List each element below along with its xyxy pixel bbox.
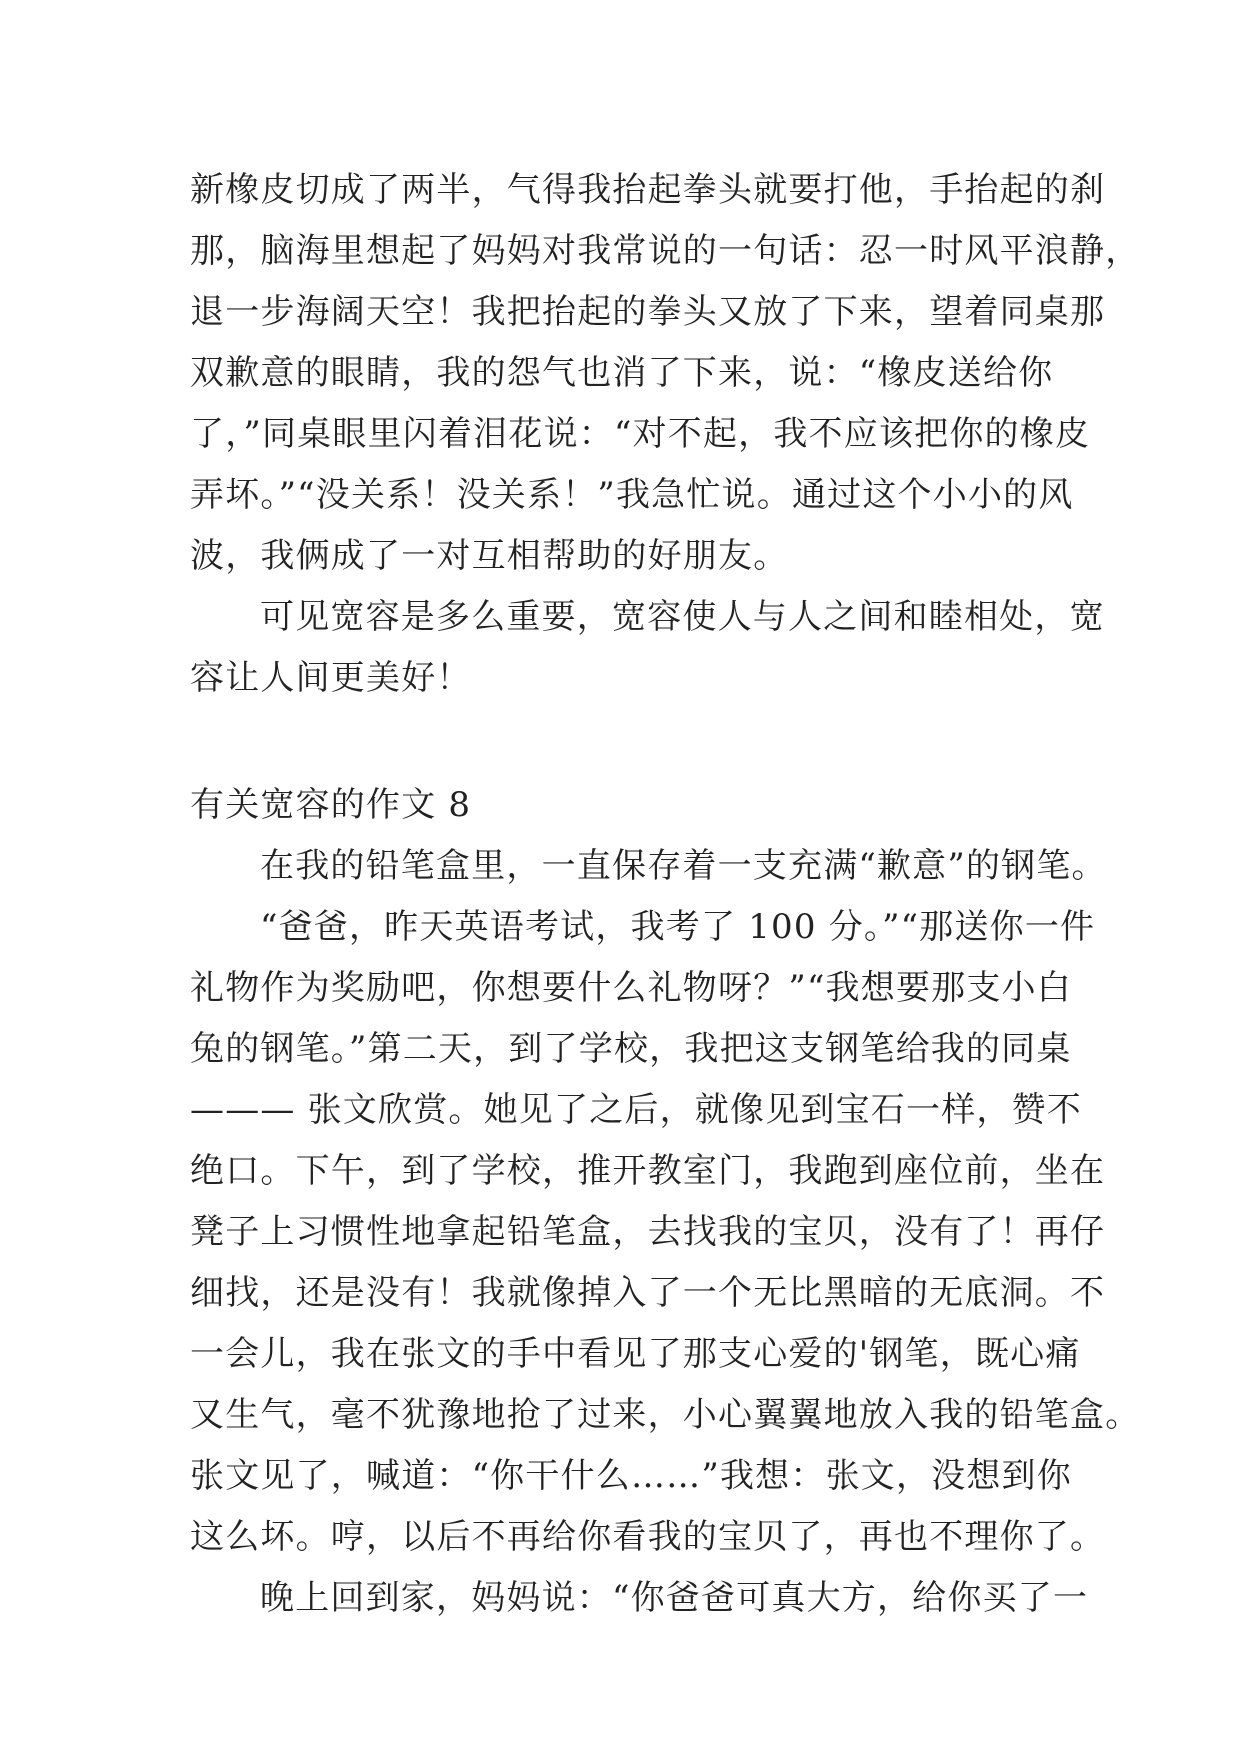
text-line: 细找，还是没有！我就像掉入了一个无比黑暗的无底洞。不: [190, 1273, 1106, 1313]
section-heading: 有关宽容的作文 8: [190, 785, 472, 825]
document-page: [190, 160, 1141, 1629]
text-line: 新橡皮切成了两半，气得我抬起拳头就要打他，手抬起的刹: [190, 170, 1106, 210]
text-line: 凳子上习惯性地拿起铅笔盒，去找我的宝贝，没有了！再仔: [190, 1212, 1106, 1252]
text-line: 又生气，毫不犹豫地抢了过来，小心翼翼地放入我的铅笔盒。: [190, 1395, 1141, 1435]
paragraph: [190, 587, 1105, 709]
text-line: 退一步海阔天空！我把抬起的拳头又放了下来，望着同桌那: [190, 292, 1106, 332]
paragraph: [190, 897, 1141, 1568]
text-line: 波，我俩成了一对互相帮助的好朋友。: [190, 536, 789, 576]
text-line: “爸爸，昨天英语考试，我考了 100 分。”“那送你一件: [260, 907, 1096, 947]
text-line: 绝口。下午，到了学校，推开教室门，我跑到座位前，坐在: [190, 1151, 1106, 1191]
paragraph: [190, 160, 1141, 587]
text-line: 可见宽容是多么重要，宽容使人与人之间和睦相处，宽: [260, 597, 1105, 637]
section-spacer: [190, 709, 1070, 775]
text-line: 那，脑海里想起了妈妈对我常说的一句话：忍一时风平浪静，: [190, 231, 1141, 271]
text-line: 了，”同桌眼里闪着泪花说：“对不起，我不应该把你的橡皮: [190, 414, 1091, 454]
text-line: 这么坏。哼，以后不再给你看我的宝贝了，再也不理你了。: [190, 1517, 1106, 1557]
paragraph: [190, 1568, 1089, 1629]
text-line: 双歉意的眼睛，我的怨气也消了下来，说：“橡皮送给你: [190, 353, 1054, 393]
text-line: 晚上回到家，妈妈说：“你爸爸可真大方，给你买了一: [260, 1578, 1089, 1618]
paragraph: [190, 836, 1107, 897]
text-line: 一会儿，我在张文的手中看见了那支心爱的'钢笔，既心痛: [190, 1334, 1081, 1374]
text-line: ——— 张文欣赏。她见了之后，就像见到宝石一样，赞不: [190, 1090, 1083, 1130]
text-line: 容让人间更美好！: [190, 658, 472, 698]
text-line: 在我的铅笔盒里，一直保存着一支充满“歉意”的钢笔。: [260, 846, 1107, 886]
text-line: 张文见了，喊道：“你干什么……”我想：张文，没想到你: [190, 1456, 1072, 1496]
text-line: 礼物作为奖励吧，你想要什么礼物呀？”“我想要那支小白: [190, 968, 1072, 1008]
text-line: 兔的钢笔。”第二天，到了学校，我把这支钢笔给我的同桌: [190, 1029, 1072, 1069]
text-line: 弄坏。”“没关系！没关系！”我急忙说。通过这个小小的风: [190, 475, 1074, 515]
